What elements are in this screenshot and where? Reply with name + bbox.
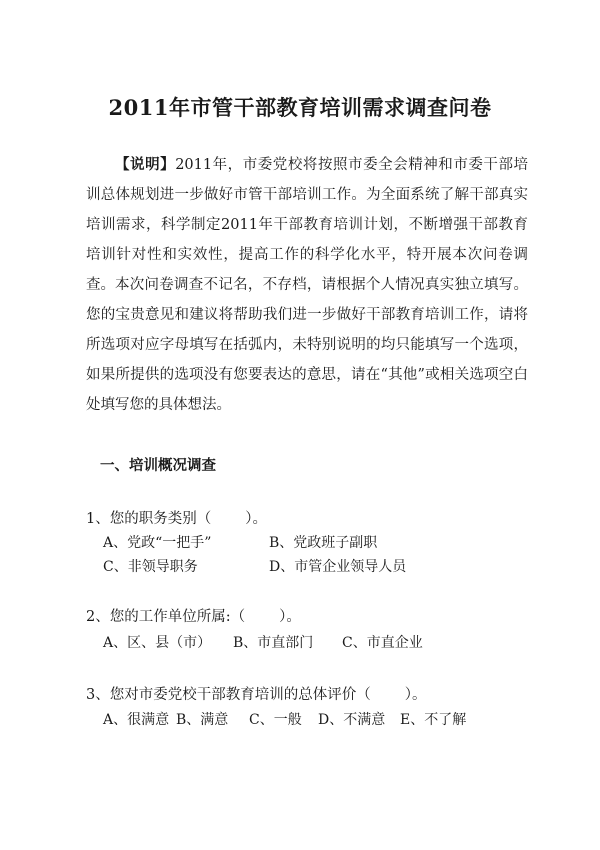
- question-2-option-a: A、区、县（市）: [103, 635, 212, 651]
- question-1-suffix: ）。: [245, 511, 267, 527]
- question-2-suffix: ）。: [279, 609, 301, 625]
- question-3-option-a: A、很满意: [103, 712, 170, 728]
- question-1: [86, 507, 267, 528]
- question-2-option-c: C、市直企业: [342, 635, 423, 651]
- intro-tag: 【说明】: [115, 156, 176, 173]
- intro-text: 2011年，市委党校将按照市委全会精神和市委干部培训总体规划进一步做好市管干部培训工作。为全面系统了解干部真实培训需求，科学制定2011年干部教育培训计划，不断增强干部教育培训针对性和实效性，提高工作的科学化水平，特开展本次问卷调查。: [86, 157, 529, 293]
- question-3-option-d: D、不满意: [318, 712, 386, 728]
- document-title: 2011年市管干部教育培训需求调查问卷: [108, 95, 492, 120]
- question-1-option-d: D、市管企业领导人员: [269, 559, 407, 575]
- question-3-prefix: 3、您对市委党校干部教育培训的总体评价（: [86, 687, 371, 703]
- question-1-option-b: B、党政班子副职: [269, 535, 378, 551]
- question-3-option-c: C、一般: [249, 712, 302, 728]
- question-2-prefix: 2、您的工作单位所属:（: [86, 609, 246, 625]
- question-1-option-a: A、党政“一把手”: [103, 535, 212, 551]
- question-3-option-e: E、不了解: [400, 712, 467, 728]
- section-heading: 一、培训概况调查: [100, 458, 216, 474]
- question-2-option-b: B、市直部门: [233, 635, 314, 651]
- question-3: [86, 683, 426, 704]
- question-1-prefix: 1、您的职务类别（: [86, 511, 212, 527]
- question-2: [86, 605, 301, 626]
- question-3-suffix: ）。: [404, 687, 427, 703]
- question-3-option-b: B、满意: [176, 712, 229, 728]
- instructions-paragraph: 本次问卷调查不记名，不存档，请根据个人情况真实独立填写。您的宝贵意见和建议将帮助我们进一步做好干部教育培训工作，请将所选项对应字母填写在括弧内，未特别说明的均只能填写一个选项，如果所提供的选项没有您要表达的意思，请在“其他”或相关选项空白处填写您的具体想法。: [86, 277, 528, 413]
- question-1-option-c: C、非领导职务: [103, 559, 198, 575]
